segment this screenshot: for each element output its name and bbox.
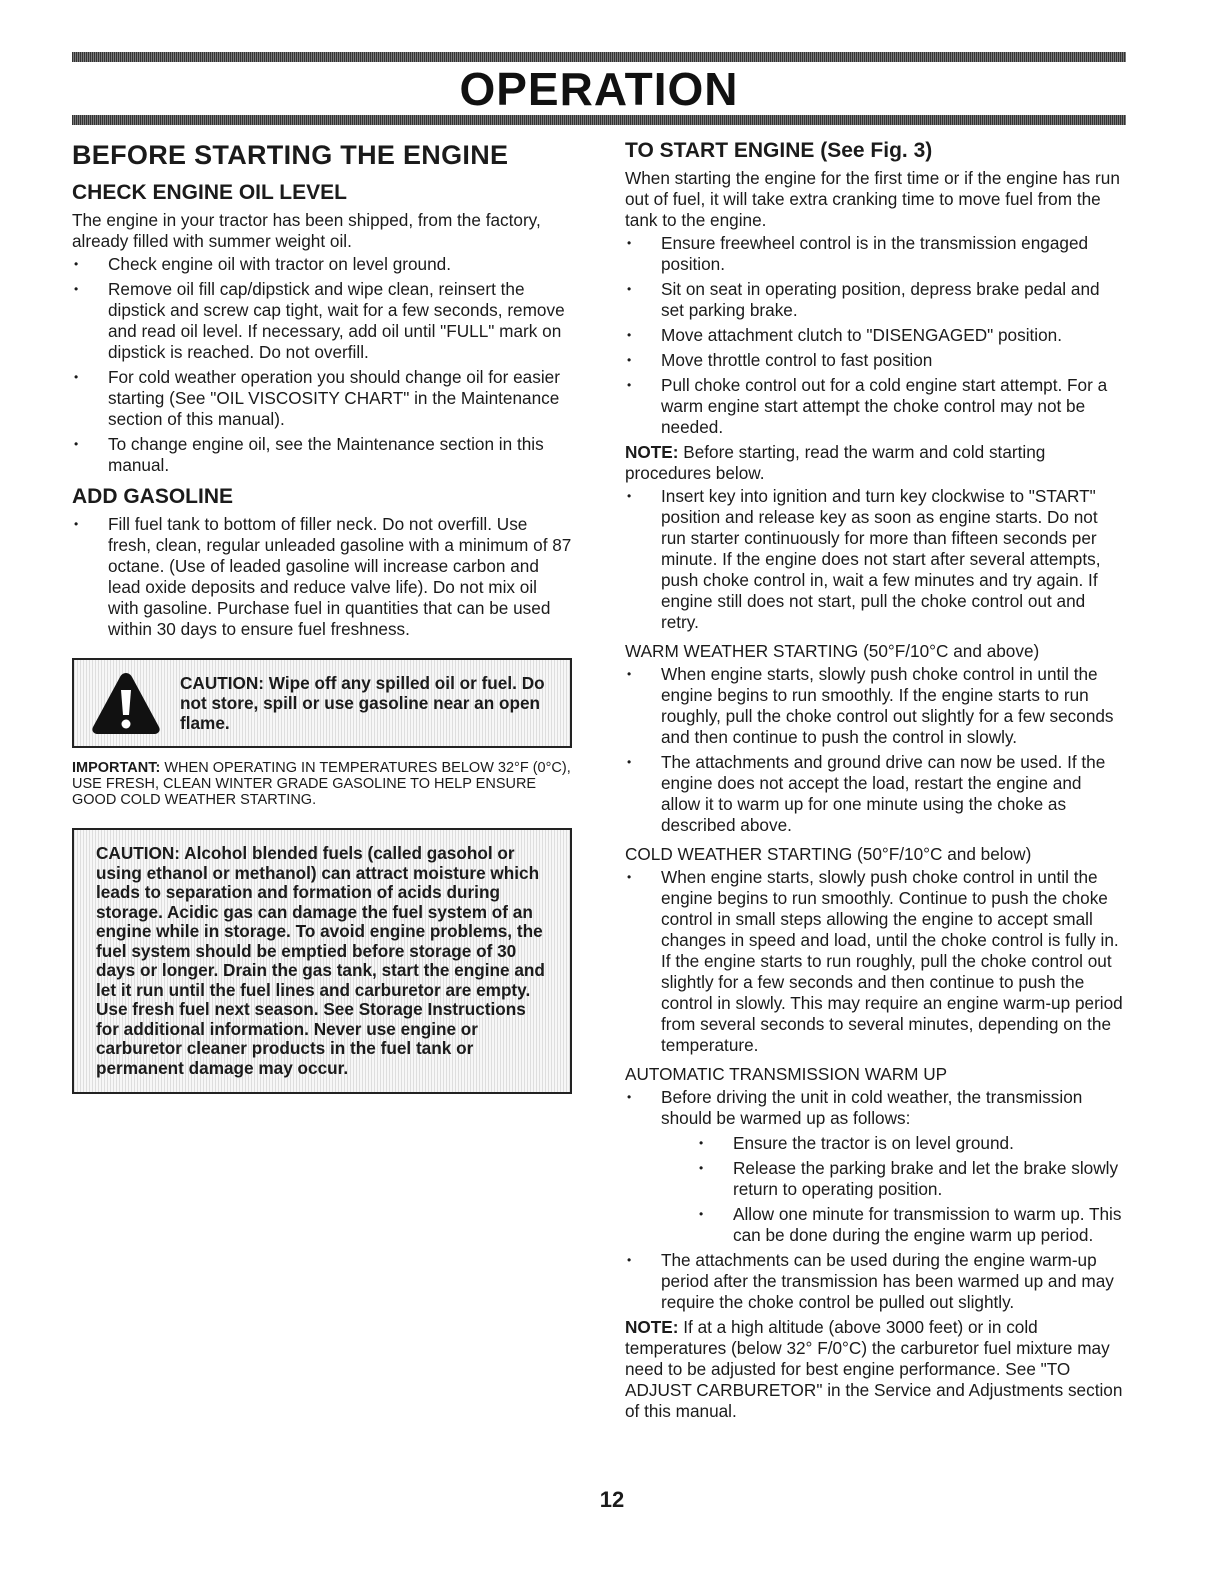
list-item: • When engine starts, slowly push choke control in until the engine begins to run smoothly. Continue to push the choke control in small steps allowing the engine to accept small changes in speed and load, until the choke control is fully in. If the engine starts to run roughly, pull the choke control out slightly for a few seconds and then continue to push the control in slowly. This may require an engine warm-up period from several seconds to several minutes, depending on the temperature.	[625, 867, 1125, 1056]
transmission-warmup-list	[625, 1087, 1125, 1313]
cold-weather-heading: COLD WEATHER STARTING (50°F/10°C and below)	[625, 844, 1032, 864]
oil-list	[72, 254, 572, 476]
header-rule-top	[72, 52, 1126, 62]
gasoline-heading: ADD GASOLINE	[72, 485, 234, 508]
list-item: • When engine starts, slowly push choke control in until the engine begins to run smoothly. If the engine starts to run roughly, pull the choke control out slightly for a few seconds and then continue to push the control in slowly.	[625, 664, 1125, 748]
header-rule-bottom	[72, 115, 1126, 125]
note-text: Before starting, read the warm and cold starting procedures below.	[625, 442, 1046, 483]
list-item: • To change engine oil, see the Maintenance section in this manual.	[72, 434, 572, 476]
cold-weather-list	[625, 867, 1125, 1056]
right-column	[625, 138, 1125, 1424]
important-note	[72, 760, 572, 808]
warm-weather-list	[625, 664, 1125, 836]
note-label: NOTE:	[625, 1317, 679, 1337]
list-item: • Ensure the tractor is on level ground.	[697, 1133, 1125, 1154]
important-label: IMPORTANT:	[72, 760, 161, 776]
list-item: • The attachments can be used during the engine warm-up period after the transmission has been warmed up and may require the choke control be pulled out slightly.	[625, 1250, 1125, 1313]
list-item: • The attachments and ground drive can now be used. If the engine does not accept the load, restart the engine and allow it to warm up for one minute using the choke as described above.	[625, 752, 1125, 836]
list-item	[625, 1087, 1125, 1246]
left-column	[72, 138, 572, 1106]
list-item: • Insert key into ignition and turn key clockwise to "START" position and release key as soon as engine starts. Do not run starter continuously for more than fifteen seconds per minute. If the engine does not start after several attempts, push choke control in, wait a few minutes and try again. If engine still does not start, pull the choke control out and retry.	[625, 486, 1125, 633]
list-item: • Fill fuel tank to bottom of filler neck. Do not overfill. Use fresh, clean, regular unleaded gasoline with a minimum of 87 octane. (Use of leaded gasoline will increase carbon and lead oxide deposits and reduce valve life). Do not mix oil with gasoline. Purchase fuel in quantities that can be used within 30 days to ensure fuel freshness.	[72, 514, 572, 640]
note-altitude	[625, 1317, 1125, 1422]
list-item: • Move throttle control to fast position	[625, 350, 1125, 371]
caution-box-alcohol-fuel	[72, 828, 572, 1094]
start-engine-heading: TO START ENGINE (See Fig. 3)	[625, 139, 933, 162]
list-item: • For cold weather operation you should change oil for easier starting (See "OIL VISCOSITY CHART" in the Maintenance section of this manual).	[72, 367, 572, 430]
list-item-text: Before driving the unit in cold weather, the transmission should be warmed up as follows:	[661, 1087, 1083, 1128]
note-starting	[625, 442, 1125, 484]
important-text: WHEN OPERATING IN TEMPERATURES BELOW 32°F (0°C), USE FRESH, CLEAN WINTER GRADE GASOLINE TO HELP ENSURE GOOD COLD WEATHER STARTING.	[72, 760, 571, 808]
list-item: • Release the parking brake and let the brake slowly return to operating position.	[697, 1158, 1125, 1200]
caution-text: CAUTION: Alcohol blended fuels (called gasohol or using ethanol or methanol) can attract moisture which leads to separation and formation of acids during storage. Acidic gas can damage the fuel system of an engine while in storage. To avoid engine problems, the fuel system should be emptied before storage of 30 days or longer. Drain the gas tank, start the engine and let it run until the fuel lines and carburetor are empty. Use fresh fuel next season. See Storage Instructions for additional information. Never use engine or carburetor cleaner products in the fuel tank or permanent damage may occur.	[96, 843, 545, 1078]
transmission-warmup-heading: AUTOMATIC TRANSMISSION WARM UP	[625, 1064, 948, 1084]
start-steps-list	[625, 233, 1125, 438]
gasoline-list	[72, 514, 572, 640]
list-item: • Move attachment clutch to "DISENGAGED" position.	[625, 325, 1125, 346]
list-item: • Sit on seat in operating position, depress brake pedal and set parking brake.	[625, 279, 1125, 321]
page-number: 12	[599, 1487, 625, 1512]
start-engine-intro: When starting the engine for the first time or if the engine has run out of fuel, it will take extra cranking time to move fuel from the tank to the engine.	[625, 168, 1120, 230]
list-item: • Check engine oil with tractor on level ground.	[72, 254, 572, 275]
warm-weather-heading: WARM WEATHER STARTING (50°F/10°C and above)	[625, 641, 1040, 661]
transmission-substeps-list	[697, 1133, 1125, 1246]
list-item: • Pull choke control out for a cold engine start attempt. For a warm engine start attempt the choke control may not be needed.	[625, 375, 1125, 438]
warning-triangle-icon	[90, 670, 162, 736]
page-title: OPERATION	[459, 63, 739, 115]
list-item: • Ensure freewheel control is in the transmission engaged position.	[625, 233, 1125, 275]
section-title: BEFORE STARTING THE ENGINE	[72, 140, 509, 170]
list-item: • Remove oil fill cap/dipstick and wipe clean, reinsert the dipstick and screw cap tight, wait for a few seconds, remove and read oil level. If necessary, add oil until "FULL" mark on dipstick is reached. Do not overfill.	[72, 279, 572, 363]
oil-heading: CHECK ENGINE OIL LEVEL	[72, 181, 347, 204]
oil-intro: The engine in your tractor has been shipped, from the factory, already filled with summer weight oil.	[72, 210, 541, 251]
caution-box-flame	[72, 658, 572, 748]
note-label: NOTE:	[625, 442, 679, 462]
ignition-list	[625, 486, 1125, 633]
list-item: • Allow one minute for transmission to warm up. This can be done during the engine warm up period.	[697, 1204, 1125, 1246]
note-text: If at a high altitude (above 3000 feet) or in cold temperatures (below 32° F/0°C) the carburetor fuel mixture may need to be adjusted for best engine performance. See "TO ADJUST CARBURETOR" in the Service and Adjustments section of this manual.	[625, 1317, 1123, 1421]
caution-text: CAUTION: Wipe off any spilled oil or fuel. Do not store, spill or use gasoline near an open flame.	[180, 673, 545, 733]
